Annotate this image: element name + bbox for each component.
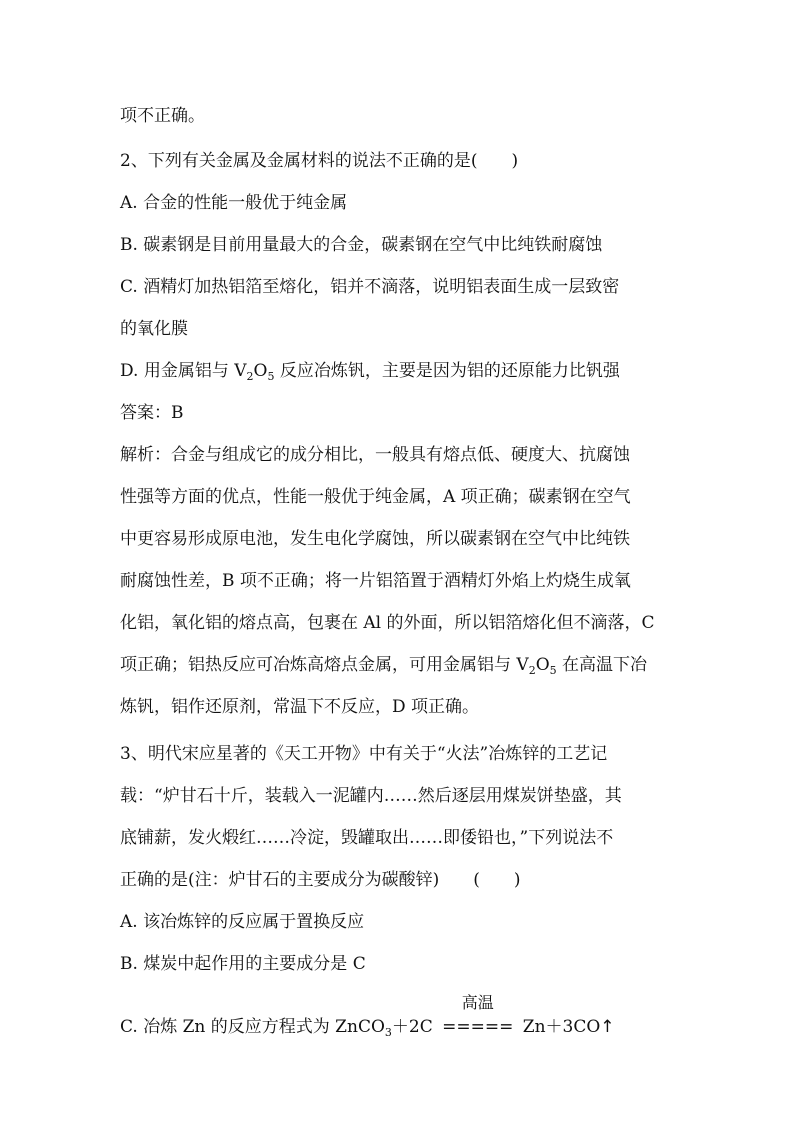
explanation-line: 化铝，氧化铝的熔点高，包裹在 Al 的外面，所以铝箔熔化但不滴落，C — [120, 613, 655, 633]
explanation-line: 炼钒，铝作还原剂，常温下不反应，D 项正确。 — [120, 697, 480, 717]
text-run: 项正确；铝热反应可冶炼高熔点金属，可用金属铝与 V — [120, 655, 529, 675]
subscript: 3 — [384, 1026, 392, 1039]
question-2-stem: 2、下列有关金属及金属材料的说法不正确的是( ) — [120, 151, 519, 171]
text-run: Zn＋3CO — [517, 1017, 601, 1037]
question-3-stem: 正确的是(注：炉甘石的主要成分为碳酸锌) ( ) — [120, 870, 521, 890]
explanation-line: 耐腐蚀性差，B 项不正确；将一片铝箔置于酒精灯外焰上灼烧生成氧 — [120, 571, 631, 591]
condition-label: 高温 — [461, 993, 494, 1012]
text-run: ＋2C — [391, 1017, 439, 1037]
gas-arrow-icon: ↑ — [600, 1017, 615, 1037]
subscript: 2 — [246, 370, 254, 383]
question-2-answer: 答案：B — [120, 403, 184, 423]
question-2-option-b: B. 碳素钢是目前用量最大的合金，碳素钢在空气中比纯铁耐腐蚀 — [120, 235, 603, 255]
question-2-option-c-cont: 的氧化膜 — [120, 319, 188, 339]
subscript: 5 — [267, 370, 275, 383]
text-run: 在高温下冶 — [556, 655, 648, 675]
text-run: C. 冶炼 Zn 的反应方程式为 ZnCO — [120, 1017, 385, 1037]
explanation-line: 性强等方面的优点，性能一般优于纯金属，A 项正确；碳素钢在空气 — [120, 487, 631, 507]
subscript: 5 — [549, 664, 557, 677]
question-2-option-a: A. 合金的性能一般优于纯金属 — [120, 193, 348, 213]
question-3-stem: 载：“炉甘石十斤，装载入一泥罐内……然后逐层用煤炭饼垫盛，其 — [120, 786, 622, 806]
equals-sign: ===== — [442, 1017, 514, 1037]
question-3-option-a: A. 该冶炼锌的反应属于置换反应 — [120, 912, 365, 932]
text-run: D. 用金属铝与 V — [120, 361, 247, 381]
reaction-condition — [438, 993, 517, 1038]
explanation-line: 中更容易形成原电池，发生电化学腐蚀，所以碳素钢在空气中比纯铁 — [120, 529, 630, 549]
question-3-option-c — [120, 993, 615, 1039]
question-3-stem: 3、明代宋应星著的《天工开物》中有关于“火法”冶炼锌的工艺记 — [120, 744, 608, 764]
question-3-stem: 底铺薪，发火煅红……冷淀，毁罐取出……即倭铅也，”下列说法不 — [120, 828, 614, 848]
text-run: 反应冶炼钒，主要是因为铝的还原能力比钒强 — [274, 361, 620, 381]
text-run: O — [535, 655, 550, 675]
explanation-line — [120, 654, 647, 676]
question-3-option-b: B. 煤炭中起作用的主要成分是 C — [120, 954, 366, 974]
text-run: O — [253, 361, 268, 381]
text-line: 项不正确。 — [120, 106, 205, 126]
subscript: 2 — [528, 664, 536, 677]
question-2-option-c: C. 酒精灯加热铝箔至熔化，铝并不滴落，说明铝表面生成一层致密 — [120, 277, 620, 297]
explanation-line: 解析：合金与组成它的成分相比，一般具有熔点低、硬度大、抗腐蚀 — [120, 445, 630, 465]
question-2-option-d — [120, 360, 620, 382]
